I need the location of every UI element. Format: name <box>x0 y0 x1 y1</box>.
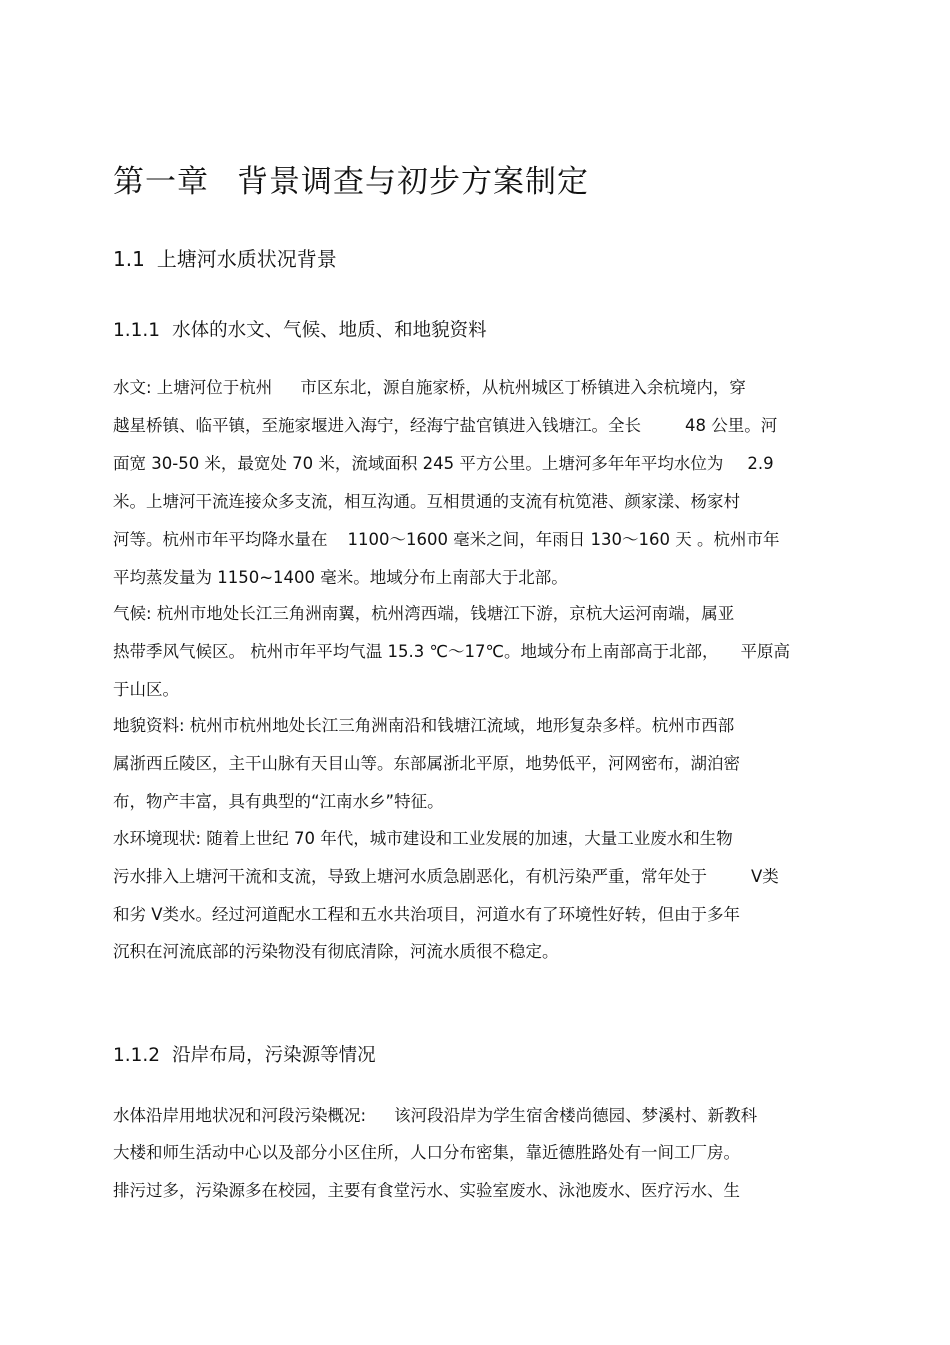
text-line: 和劣 Ⅴ类水。经过河道配水工程和五水共治项目，河道水有了环境性好转，但由于多年 <box>113 905 741 924</box>
section-heading-1-1 <box>113 243 337 272</box>
text-line: 米。上塘河干流连接众多支流，相互沟通。互相贯通的支流有杭笕港、颜家漾、杨家村 <box>113 492 740 511</box>
chapter-title <box>113 156 589 201</box>
chapter-number: 第一章 <box>113 164 209 200</box>
text-line: 沉积在河流底部的污染物没有彻底清除，河流水质很不稳定。 <box>113 942 559 961</box>
text-line: 水文: 上塘河位于杭州 市区东北，源自施家桥，从杭州城区丁桥镇进入余杭境内，穿 <box>113 378 746 397</box>
section-number: 1.1.1 <box>113 320 161 341</box>
text-line: 水环境现状: 随着上世纪 70 年代，城市建设和工业发展的加速，大量工业废水和生物 <box>113 829 733 848</box>
section-number: 1.1.2 <box>113 1045 161 1066</box>
text-line: 大楼和师生活动中心以及部分小区住所，人口分布密集，靠近德胜路处有一间工厂房。 <box>113 1143 740 1162</box>
section-title: 水体的水文、气候、地质、和地貌资料 <box>172 320 487 341</box>
section-heading-1-1-2 <box>113 1041 376 1067</box>
section-title: 上塘河水质状况背景 <box>156 247 337 271</box>
text-line: 水体沿岸用地状况和河段污染概况: 该河段沿岸为学生宿舍楼尚德园、梦溪村、新教科 <box>113 1106 758 1125</box>
chapter-title-text: 背景调查与初步方案制定 <box>237 164 589 200</box>
text-line: 排污过多，污染源多在校园，主要有食堂污水、实验室废水、泳池废水、医疗污水、生 <box>113 1181 740 1200</box>
text-line: 气候: 杭州市地处长江三角洲南翼，杭州湾西端，钱塘江下游，京杭大运河南端，属亚 <box>113 604 735 623</box>
text-line: 于山区。 <box>113 680 179 699</box>
section-heading-1-1-1 <box>113 316 487 342</box>
text-line: 河等。杭州市年平均降水量在 1100～1600 毫米之间，年雨日 130～160 天 。杭州市年 <box>113 530 780 549</box>
text-line: 越星桥镇、临平镇，至施家堰进入海宁，经海宁盐官镇进入钱塘江。全长 48 公里。河 <box>113 416 778 435</box>
text-line: 热带季风气候区。 杭州市年平均气温 15.3 ℃～17℃。地域分布上南部高于北部， 平原高 <box>113 642 791 661</box>
text-line: 平均蒸发量为 1150~1400 毫米。地域分布上南部大于北部。 <box>113 568 568 587</box>
text-line: 属浙西丘陵区，主干山脉有天目山等。东部属浙北平原，地势低平，河网密布，湖泊密 <box>113 754 740 773</box>
text-line: 地貌资料: 杭州市杭州地处长江三角洲南沿和钱塘江流域，地形复杂多样。杭州市西部 <box>113 716 735 735</box>
text-line: 污水排入上塘河干流和支流，导致上塘河水质急剧恶化，有机污染严重，常年处于 Ⅴ类 <box>113 867 779 886</box>
section-number: 1.1 <box>113 247 145 271</box>
section-title: 沿岸布局，污染源等情况 <box>172 1045 376 1066</box>
text-line: 面宽 30-50 米，最宽处 70 米，流域面积 245 平方公里。上塘河多年年平均水位为 2.9 <box>113 454 774 473</box>
text-line: 布，物产丰富，具有典型的“江南水乡”特征。 <box>113 792 444 811</box>
